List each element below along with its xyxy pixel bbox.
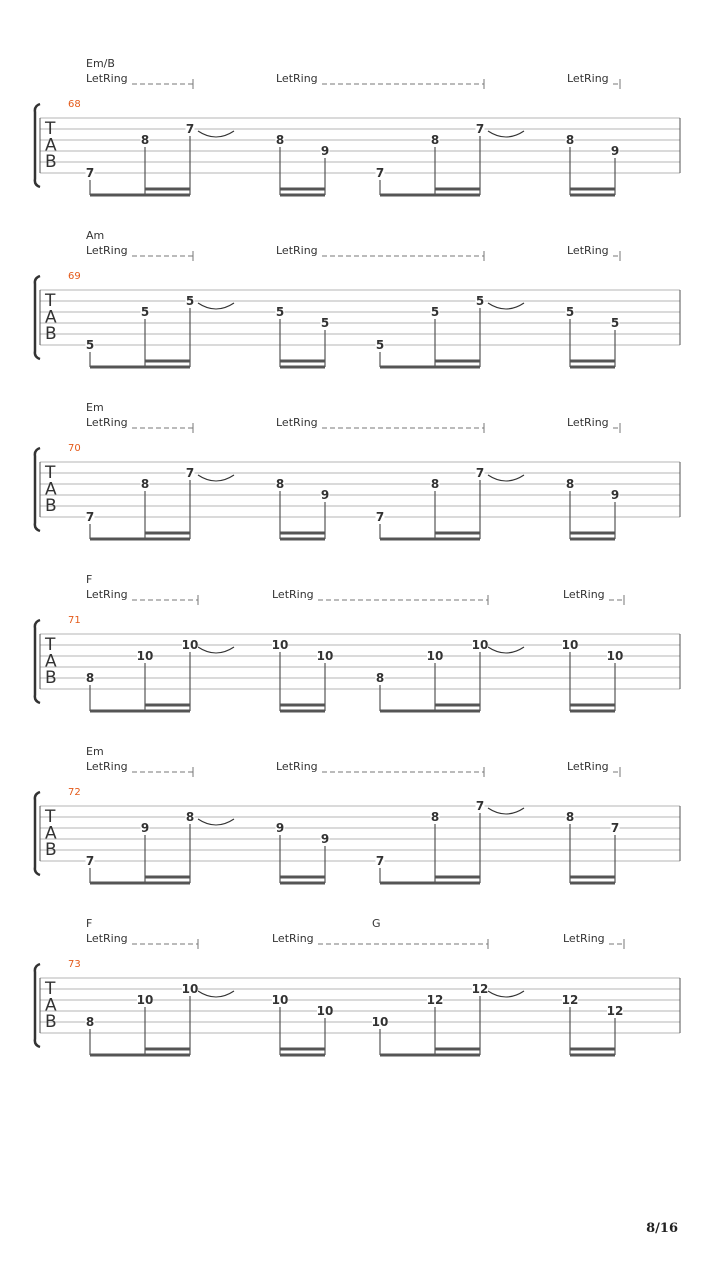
tab-clef-letter: A <box>45 135 57 156</box>
fret-number: 8 <box>85 671 95 685</box>
let-ring-label: LetRing <box>272 932 314 945</box>
fret-number: 8 <box>430 133 440 147</box>
tab-system-72 <box>0 745 720 920</box>
fret-number: 5 <box>185 294 195 308</box>
tab-system-73 <box>0 917 720 1092</box>
fret-number: 7 <box>85 166 95 180</box>
system-bracket <box>35 104 40 187</box>
fret-number: 8 <box>140 477 150 491</box>
let-ring-label: LetRing <box>86 588 128 601</box>
let-ring-label: LetRing <box>276 244 318 257</box>
fret-number: 12 <box>606 1004 624 1018</box>
tab-clef-letter: A <box>45 307 57 328</box>
tab-clef-letter: B <box>45 496 57 516</box>
fret-number: 7 <box>85 510 95 524</box>
fret-number: 9 <box>320 488 330 502</box>
measure-number: 69 <box>68 271 81 282</box>
slur <box>198 131 234 137</box>
let-ring-label: LetRing <box>86 244 128 257</box>
system-bracket <box>35 964 40 1047</box>
fret-number: 7 <box>85 854 95 868</box>
slur <box>488 131 524 137</box>
fret-number: 5 <box>140 305 150 319</box>
tab-staff <box>0 748 720 920</box>
tab-staff <box>0 576 720 748</box>
fret-number: 9 <box>610 488 620 502</box>
fret-number: 5 <box>610 316 620 330</box>
fret-number: 10 <box>136 993 154 1007</box>
system-bracket <box>35 792 40 875</box>
tab-clef-letter: A <box>45 823 57 844</box>
fret-number: 12 <box>561 993 579 1007</box>
let-ring-label: LetRing <box>563 932 605 945</box>
fret-number: 10 <box>271 638 289 652</box>
slur <box>488 991 524 997</box>
fret-number: 10 <box>316 649 334 663</box>
let-ring-label: LetRing <box>86 932 128 945</box>
fret-number: 7 <box>375 854 385 868</box>
fret-number: 7 <box>375 510 385 524</box>
let-ring-label: LetRing <box>86 760 128 773</box>
slur <box>488 303 524 309</box>
tab-clef-letter: T <box>45 635 56 655</box>
system-bracket <box>35 276 40 359</box>
let-ring-label: LetRing <box>276 416 318 429</box>
measure-number: 72 <box>68 787 81 798</box>
tab-system-71 <box>0 573 720 748</box>
tab-clef-letter: A <box>45 995 57 1016</box>
tab-clef-letter: B <box>45 1012 57 1032</box>
fret-number: 9 <box>275 821 285 835</box>
let-ring-label: LetRing <box>276 760 318 773</box>
fret-number: 8 <box>275 477 285 491</box>
fret-number: 12 <box>426 993 444 1007</box>
slur <box>198 475 234 481</box>
fret-number: 8 <box>430 477 440 491</box>
chord-label: Em <box>86 745 104 758</box>
fret-number: 10 <box>561 638 579 652</box>
tab-staff <box>0 404 720 576</box>
tab-clef-letter: T <box>45 291 56 311</box>
fret-number: 10 <box>271 993 289 1007</box>
tab-clef-letter: B <box>45 152 57 172</box>
tab-system-68 <box>0 57 720 232</box>
slur <box>198 647 234 653</box>
slur <box>198 991 234 997</box>
fret-number: 5 <box>375 338 385 352</box>
tab-clef-letter: T <box>45 807 56 827</box>
tab-clef-letter: T <box>45 463 56 483</box>
fret-number: 8 <box>275 133 285 147</box>
fret-number: 8 <box>140 133 150 147</box>
chord-label: Em <box>86 401 104 414</box>
fret-number: 10 <box>181 638 199 652</box>
chord-label: Em/B <box>86 57 115 70</box>
let-ring-label: LetRing <box>276 72 318 85</box>
slur <box>488 808 524 814</box>
fret-number: 8 <box>375 671 385 685</box>
fret-number: 7 <box>475 466 485 480</box>
let-ring-label: LetRing <box>567 760 609 773</box>
fret-number: 5 <box>475 294 485 308</box>
let-ring-label: LetRing <box>563 588 605 601</box>
fret-number: 7 <box>185 122 195 136</box>
page-number: 8/16 <box>646 1221 678 1236</box>
fret-number: 5 <box>565 305 575 319</box>
tab-clef-letter: B <box>45 668 57 688</box>
tab-clef-letter: B <box>45 840 57 860</box>
measure-number: 68 <box>68 99 81 110</box>
let-ring-label: LetRing <box>567 416 609 429</box>
fret-number: 10 <box>136 649 154 663</box>
chord-label: F <box>86 917 93 930</box>
tab-staff <box>0 60 720 232</box>
tab-clef-letter: B <box>45 324 57 344</box>
fret-number: 12 <box>471 982 489 996</box>
fret-number: 7 <box>185 466 195 480</box>
fret-number: 7 <box>475 799 485 813</box>
fret-number: 7 <box>610 821 620 835</box>
fret-number: 9 <box>320 144 330 158</box>
let-ring-label: LetRing <box>567 244 609 257</box>
fret-number: 5 <box>430 305 440 319</box>
measure-number: 73 <box>68 959 81 970</box>
fret-number: 5 <box>320 316 330 330</box>
fret-number: 10 <box>426 649 444 663</box>
tab-staff <box>0 232 720 404</box>
fret-number: 7 <box>375 166 385 180</box>
fret-number: 10 <box>181 982 199 996</box>
measure-number: 71 <box>68 615 81 626</box>
fret-number: 10 <box>471 638 489 652</box>
measure-number: 70 <box>68 443 81 454</box>
system-bracket <box>35 620 40 703</box>
chord-label: F <box>86 573 93 586</box>
chord-label: G <box>372 917 381 930</box>
chord-label: Am <box>86 229 105 242</box>
tab-system-70 <box>0 401 720 576</box>
slur <box>198 303 234 309</box>
tab-clef-letter: T <box>45 979 56 999</box>
tab-clef-letter: A <box>45 651 57 672</box>
fret-number: 5 <box>275 305 285 319</box>
fret-number: 8 <box>185 810 195 824</box>
tab-clef-letter: A <box>45 479 57 500</box>
fret-number: 8 <box>430 810 440 824</box>
slur <box>488 475 524 481</box>
fret-number: 5 <box>85 338 95 352</box>
slur <box>198 819 234 825</box>
fret-number: 10 <box>316 1004 334 1018</box>
fret-number: 8 <box>565 133 575 147</box>
fret-number: 8 <box>565 477 575 491</box>
fret-number: 8 <box>565 810 575 824</box>
fret-number: 9 <box>320 832 330 846</box>
let-ring-label: LetRing <box>272 588 314 601</box>
let-ring-label: LetRing <box>567 72 609 85</box>
fret-number: 9 <box>610 144 620 158</box>
fret-number: 10 <box>606 649 624 663</box>
slur <box>488 647 524 653</box>
fret-number: 10 <box>371 1015 389 1029</box>
system-bracket <box>35 448 40 531</box>
fret-number: 8 <box>85 1015 95 1029</box>
fret-number: 7 <box>475 122 485 136</box>
let-ring-label: LetRing <box>86 416 128 429</box>
fret-number: 9 <box>140 821 150 835</box>
let-ring-label: LetRing <box>86 72 128 85</box>
tab-clef-letter: T <box>45 119 56 139</box>
tab-system-69 <box>0 229 720 404</box>
tab-staff <box>0 920 720 1092</box>
